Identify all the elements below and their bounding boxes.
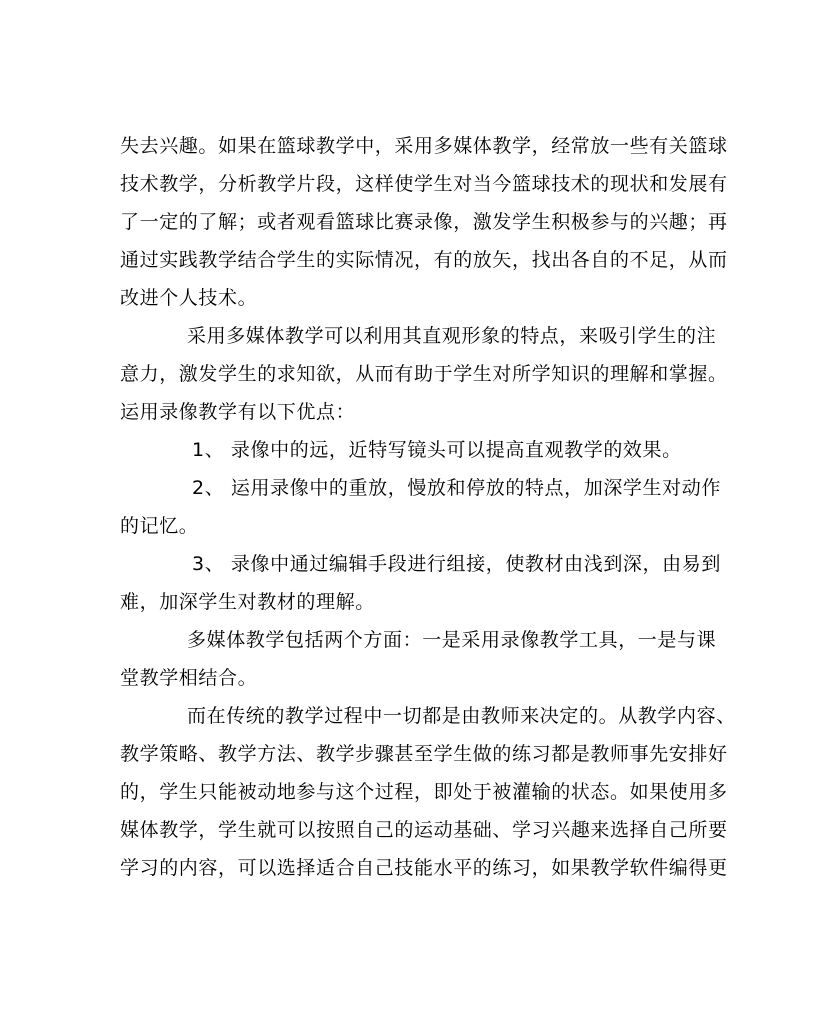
text-line: 技术教学，分析教学片段，这样使学生对当今篮球技术的现状和发展有 [120,173,728,195]
text-line: 意力，激发学生的求知欲，从而有助于学生对所学知识的理解和掌握。 [120,363,728,385]
text-line: 堂教学相结合。 [120,667,258,689]
text-line: 运用录像教学有以下优点： [120,401,356,423]
text-line: 而在传统的教学过程中一切都是由教师来决定的。从教学内容、 [187,705,736,727]
list-item: 3、 录像中通过编辑手段进行组接，使教材由浅到深，由易到 [192,553,721,575]
list-item: 1、 录像中的远，近特写镜头可以提高直观教学的效果。 [192,439,682,461]
text-line: 难，加深学生对教材的理解。 [120,591,375,613]
text-line: 失去兴趣。如果在篮球教学中，采用多媒体教学，经常放一些有关篮球 [120,135,728,157]
text-line: 媒体教学，学生就可以按照自己的运动基础、学习兴趣来选择自己所要 [120,819,728,841]
text-line: 改进个人技术。 [120,287,258,309]
text-line: 的记忆。 [120,515,199,537]
text-line: 的，学生只能被动地参与这个过程，即处于被灌输的状态。如果使用多 [120,781,728,803]
list-item: 2、 运用录像中的重放，慢放和停放的特点，加深学生对动作 [192,477,721,499]
text-line: 了一定的了解；或者观看篮球比赛录像，激发学生积极参与的兴趣；再 [120,211,728,233]
text-line: 教学策略、教学方法、教学步骤甚至学生做的练习都是教师事先安排好 [120,743,728,765]
text-line: 通过实践教学结合学生的实际情况，有的放矢，找出各自的不足，从而 [120,249,728,271]
text-line: 采用多媒体教学可以利用其直观形象的特点，来吸引学生的注 [187,325,717,347]
text-line: 学习的内容，可以选择适合自己技能水平的练习，如果教学软件编得更 [120,857,728,879]
text-line: 多媒体教学包括两个方面：一是采用录像教学工具，一是与课 [187,629,717,651]
